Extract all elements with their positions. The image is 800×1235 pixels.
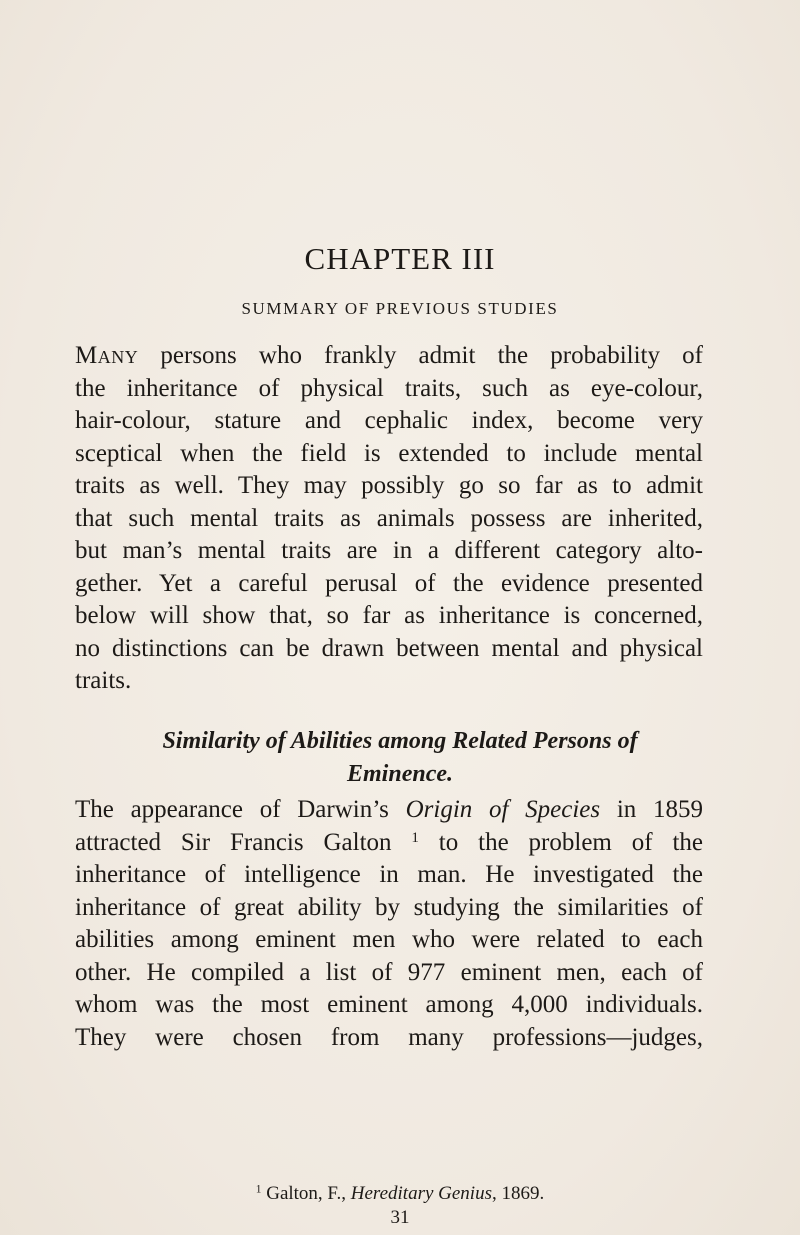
paragraph-line: whom was the most eminent among 4,000 individuals. xyxy=(75,991,703,1018)
chapter-subtitle: SUMMARY OF PREVIOUS STUDIES xyxy=(241,299,559,318)
paragraph-intro xyxy=(75,340,703,698)
paragraph-line: The appearance of Darwin’s Origin of Species in 1859 xyxy=(75,796,703,823)
paragraph-line: that such mental traits as animals possess are inherited, xyxy=(75,504,703,532)
section-heading xyxy=(0,725,800,791)
paragraph-line: gether. Yet a careful perusal of the evidence presented xyxy=(75,569,703,597)
chapter-title: CHAPTER III xyxy=(304,241,496,276)
paragraph-line: traits. xyxy=(75,667,132,694)
section-heading-line: Similarity of Abilities among Related Persons of xyxy=(162,728,638,754)
paragraph-line: other. He compiled a list of 977 eminent men, each of xyxy=(75,958,703,986)
footnote-marker: 1 xyxy=(411,829,419,846)
paragraph-line: They were chosen from many professions—judges, xyxy=(75,1023,703,1051)
paragraph-line: below will show that, so far as inheritance is concerned, xyxy=(75,602,703,629)
paragraph-line: inheritance of intelligence in man. He investigated the xyxy=(75,861,703,888)
section-heading-line: Eminence. xyxy=(347,761,453,787)
page-number: 31 xyxy=(390,1207,410,1228)
paragraph-line: but man’s mental traits are in a different category alto- xyxy=(75,537,703,564)
paragraph-line: the inheritance of physical traits, such as eye-colour, xyxy=(75,374,703,402)
footnote-title-italic: Hereditary Genius xyxy=(350,1183,492,1204)
paragraph-line: inheritance of great ability by studying the similarities of xyxy=(75,893,703,921)
paragraph-line: abilities among eminent men who were related to each xyxy=(75,926,703,953)
paragraph-line: sceptical when the field is extended to include mental xyxy=(75,439,703,467)
paragraph-galton xyxy=(75,794,703,1054)
paragraph-line: hair-colour, stature and cephalic index, become very xyxy=(75,407,703,434)
paragraph-line: traits as well. They may possibly go so far as to admit xyxy=(75,472,703,499)
paragraph-line: Many persons who frankly admit the probability of xyxy=(75,342,703,369)
paragraph-line: no distinctions can be drawn between mental and physical xyxy=(75,634,703,662)
book-title-italic: Origin of Species xyxy=(405,796,601,823)
drop-word: Many xyxy=(75,342,139,369)
footnote-marker: 1 xyxy=(255,1183,262,1196)
paragraph-line: attracted Sir Francis Galton $^1$ to the problem of the xyxy=(75,828,703,856)
footnote: $^1$ Galton, F., Hereditary Genius, 1869. xyxy=(255,1183,545,1204)
